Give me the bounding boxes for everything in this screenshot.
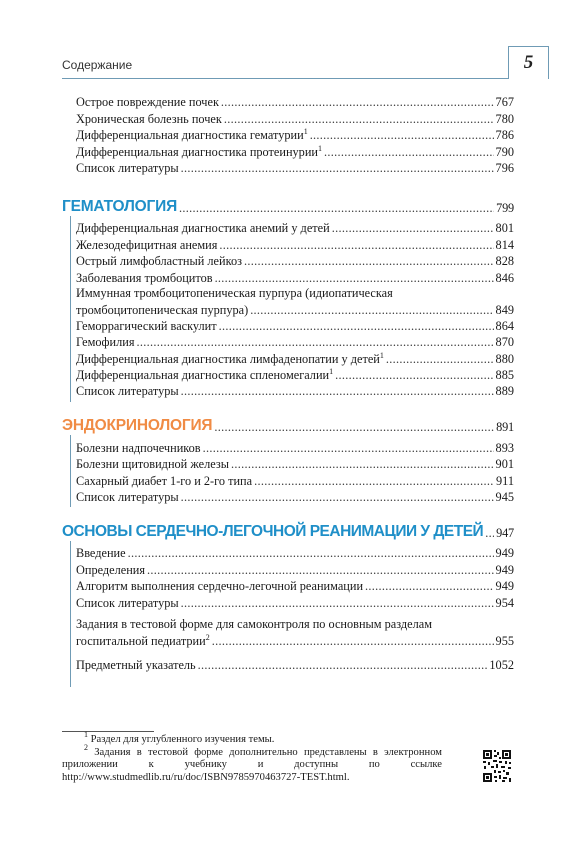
toc-entry[interactable] <box>62 617 514 649</box>
page-number: 5 <box>508 46 549 79</box>
toc-entry[interactable] <box>62 472 514 488</box>
toc-entry[interactable] <box>62 350 514 366</box>
toc-entry[interactable] <box>62 253 514 269</box>
toc-block-nephrology <box>62 94 514 176</box>
toc-section-heading[interactable] <box>62 517 514 541</box>
toc-leader <box>224 112 494 127</box>
toc-leader <box>203 441 494 456</box>
toc-entry-page: 954 <box>495 595 514 610</box>
toc-entry-title: Введение <box>76 546 126 561</box>
toc-entry-page: 945 <box>495 490 514 505</box>
toc-entry[interactable] <box>62 318 514 334</box>
toc-entry-title: Острый лимфобластный лейкоз <box>76 254 242 269</box>
toc-entry-title: Дифференциальная диагностика лимфаденопатии у детей <box>76 351 380 366</box>
toc-leader <box>215 271 494 286</box>
toc-entry-page: 901 <box>495 457 514 472</box>
toc-leader <box>386 352 494 367</box>
toc-entry-title: Сахарный диабет 1-го и 2-го типа <box>76 473 253 488</box>
toc-entry-title: Дифференциальная диагностика анемий у детей <box>76 221 330 236</box>
toc-entry-title: Болезни надпочечников <box>76 440 201 455</box>
toc-entry[interactable] <box>62 439 514 455</box>
toc-entry-title: Задания в тестовой форме для самоконтроля по основным разделам <box>76 616 432 631</box>
footnote-marker: 1 <box>318 143 322 153</box>
toc-entry[interactable] <box>62 269 514 285</box>
toc-entry-title: Гемофилия <box>76 335 135 350</box>
toc-leader <box>221 95 494 110</box>
toc-entry-title: Железодефицитная анемия <box>76 237 218 252</box>
toc-section-heading[interactable] <box>62 192 514 216</box>
toc-leader <box>335 368 493 383</box>
toc-entry-page: 767 <box>495 95 514 110</box>
toc-entry-page: 849 <box>495 302 514 317</box>
toc-entry[interactable] <box>62 383 514 399</box>
toc-section-hematology <box>62 192 514 400</box>
toc-entry-title: Список литературы <box>76 490 179 505</box>
footnote-mark: 1 <box>84 730 88 739</box>
toc-leader <box>332 221 494 236</box>
toc-entry-page: 870 <box>495 335 514 350</box>
toc-entry-page: 796 <box>495 160 514 175</box>
toc-entry-page: 955 <box>495 633 514 648</box>
table-of-contents <box>62 94 514 673</box>
toc-entry-page: 828 <box>495 254 514 269</box>
toc-leader <box>128 546 494 561</box>
footnote-marker: 1 <box>379 350 384 360</box>
footnote-marker: 1 <box>329 367 334 377</box>
toc-entry-title: Иммунная тромбоцитопеническая пурпура (идиопатическая <box>76 285 393 300</box>
toc-entry-page: 949 <box>495 579 514 594</box>
toc-entry-page: 949 <box>495 546 514 561</box>
toc-entry-title: Хроническая болезнь почек <box>76 111 222 126</box>
toc-entry-title-cont: тромбоцитопеническая пурпура) <box>76 302 249 317</box>
section-side-rule <box>70 216 71 402</box>
footnote-1: $^1$ Раздел для углубленного изучения темы. <box>84 730 275 745</box>
toc-section-heading[interactable] <box>62 411 514 435</box>
section-title: ГЕМАТОЛОГИЯ <box>62 197 178 215</box>
toc-entry-page: 949 <box>495 562 514 577</box>
toc-entry[interactable] <box>62 94 514 110</box>
header-rule <box>62 78 508 79</box>
toc-leader <box>310 128 494 143</box>
toc-entry-title: Дифференциальная диагностика спленомегалии <box>76 368 330 383</box>
toc-entry-page: 889 <box>495 384 514 399</box>
toc-entry-page: 893 <box>495 440 514 455</box>
toc-entry[interactable] <box>62 220 514 236</box>
toc-entry-title-cont: госпитальной педиатрии <box>76 633 206 648</box>
toc-leader <box>136 335 493 350</box>
running-header: Содержание <box>62 58 133 72</box>
toc-entry-title: Болезни щитовидной железы <box>76 457 229 472</box>
toc-leader <box>212 634 494 649</box>
toc-entry-title: Список литературы <box>76 160 179 175</box>
toc-entry[interactable] <box>62 561 514 577</box>
toc-entry[interactable] <box>62 545 514 561</box>
toc-leader <box>214 420 494 435</box>
toc-entry-title: Предметный указатель <box>76 657 196 672</box>
footnote-marker: 2 <box>205 632 210 642</box>
footnote-marker: 1 <box>303 127 308 137</box>
toc-entry-title: Дифференциальная диагностика гематурии <box>76 128 304 143</box>
toc-entry[interactable] <box>62 110 514 126</box>
toc-entry-title: Острое повреждение почек <box>76 95 219 110</box>
toc-entry-title: Заболевания тромбоцитов <box>76 270 213 285</box>
section-title: ОСНОВЫ СЕРДЕЧНО-ЛЕГОЧНОЙ РЕАНИМАЦИИ У ДЕТЕЙ <box>62 523 484 541</box>
toc-entry-page: 790 <box>495 144 514 159</box>
toc-section-cpr <box>62 517 514 673</box>
toc-entry[interactable] <box>62 160 514 176</box>
toc-entry-page: 880 <box>495 351 514 366</box>
toc-entry[interactable] <box>62 236 514 252</box>
toc-entry-page: 846 <box>495 270 514 285</box>
toc-leader <box>179 201 494 216</box>
toc-entry[interactable] <box>62 367 514 383</box>
section-page: 891 <box>496 420 514 435</box>
toc-entry-title: Геморрагический васкулит <box>76 318 217 333</box>
toc-leader <box>219 319 494 334</box>
toc-entry[interactable] <box>62 334 514 350</box>
toc-leader <box>485 526 494 541</box>
toc-leader <box>244 254 494 269</box>
section-title: ЭНДОКРИНОЛОГИЯ <box>62 417 213 435</box>
toc-entry-page: 780 <box>495 111 514 126</box>
toc-leader <box>250 303 493 318</box>
toc-leader <box>147 563 494 578</box>
toc-leader <box>181 596 494 611</box>
toc-entry-page: 1052 <box>489 657 514 672</box>
toc-entry-title: Дифференциальная диагностика протеинурии <box>76 144 318 159</box>
toc-entry[interactable] <box>62 127 514 143</box>
toc-entry[interactable] <box>62 578 514 594</box>
toc-entry[interactable] <box>62 456 514 472</box>
toc-entry-page: 911 <box>496 473 514 488</box>
toc-entry-title: Список литературы <box>76 595 179 610</box>
toc-entry-title: Список литературы <box>76 384 179 399</box>
toc-entry-page: 814 <box>495 237 514 252</box>
toc-leader <box>181 161 494 176</box>
toc-entry-page: 885 <box>495 368 514 383</box>
toc-entry-page: 864 <box>495 318 514 333</box>
toc-entry[interactable] <box>62 489 514 505</box>
toc-leader <box>219 238 493 253</box>
toc-leader <box>365 579 494 594</box>
toc-leader <box>198 658 488 673</box>
toc-section-endocrinology <box>62 411 514 505</box>
toc-entry[interactable] <box>62 143 514 159</box>
section-page: 947 <box>496 526 514 541</box>
toc-leader <box>254 474 494 489</box>
toc-entry-title: Определения <box>76 562 146 577</box>
toc-entry-page: 801 <box>495 221 514 236</box>
toc-leader <box>324 145 494 160</box>
section-side-rule <box>70 541 71 687</box>
toc-leader <box>181 490 494 505</box>
footnotes <box>62 730 442 784</box>
toc-leader <box>181 384 494 399</box>
toc-entry-page: 786 <box>495 128 514 143</box>
footnote-mark: 2 <box>84 742 88 752</box>
qr-code-icon[interactable] <box>482 749 512 783</box>
toc-leader <box>231 457 494 472</box>
section-side-rule <box>70 435 71 507</box>
toc-entry[interactable] <box>62 657 514 673</box>
toc-entry-title: Алгоритм выполнения сердечно-легочной реанимации <box>76 579 364 594</box>
section-page: 799 <box>496 200 514 215</box>
toc-entry[interactable] <box>62 594 514 610</box>
toc-entry[interactable] <box>62 286 514 318</box>
footnote-2: $^2$ Задания в тестовой форме дополнительно представлены в электронном приложении к учебнику и доступны по ссылке http://www.studmedlib.ru/ru/doc/ISBN9785970463727-TEST.html. <box>62 742 442 783</box>
footnote-rule <box>62 731 154 732</box>
